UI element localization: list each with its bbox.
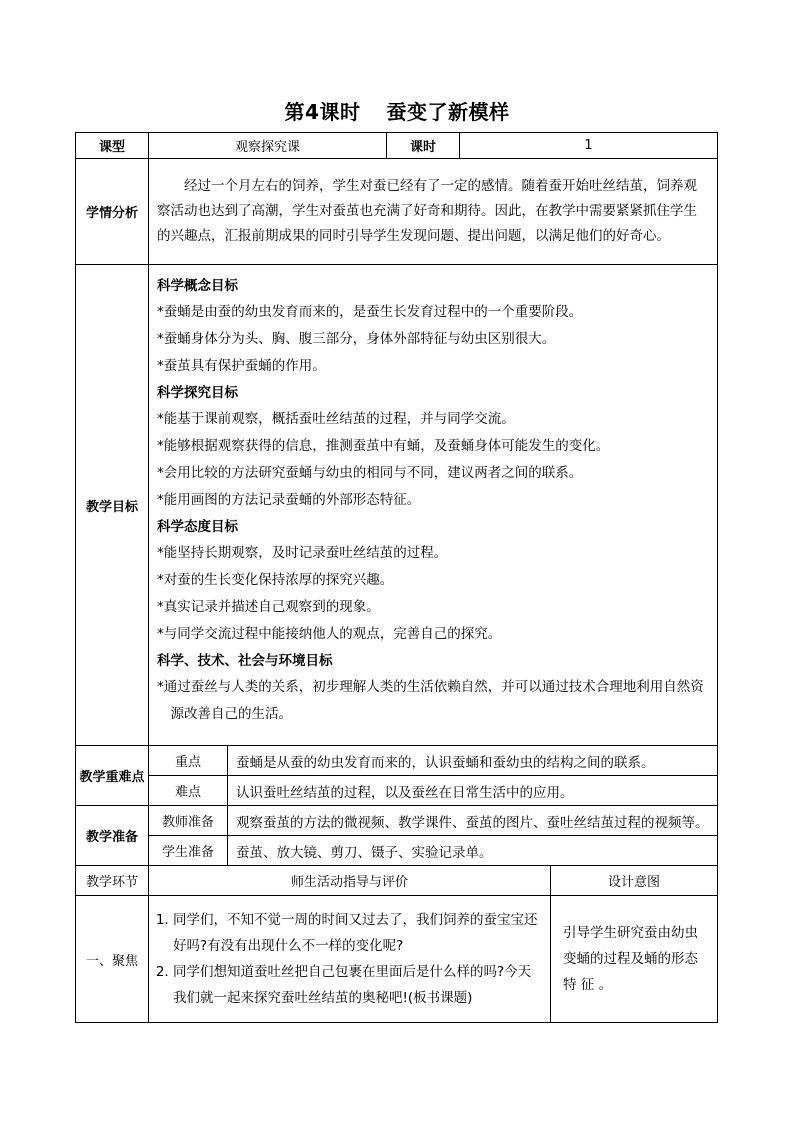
student-prep-label: 学生准备	[149, 836, 228, 866]
lesson-plan-table	[75, 132, 718, 1023]
teacher-prep-label: 教师准备	[149, 806, 228, 836]
key-point-label: 重点	[149, 746, 228, 776]
goal-item: *对蚕的生长变化保持浓厚的探究兴趣。	[157, 572, 394, 588]
row-process-header	[76, 866, 718, 896]
design-intent-text: 引导学生研究蚕由幼虫变蛹的过程及蛹的形态特 征 。	[563, 925, 699, 993]
row-student-prep	[76, 836, 718, 866]
activity-step: 2. 同学们想知道蚕吐丝把自己包裹在里面后是什么样的吗?今天我们就一起来探究蚕吐丝结茧的奥秘吧!(板书课题)	[173, 959, 542, 1011]
course-type-value: 观察探究课	[149, 133, 387, 159]
lesson-number: 第4课时	[284, 100, 361, 124]
course-type-label: 课型	[76, 133, 149, 159]
row-goals	[76, 265, 718, 746]
activity-step: 1. 同学们，不知不觉一周的时间又过去了，我们饲养的蚕宝宝还好吗?有没有出现什么不一样的变化呢?	[173, 907, 542, 959]
goal-item: *真实记录并描述自己观察到的现象。	[157, 599, 380, 615]
keypoints-label: 教学重难点	[76, 746, 149, 806]
lesson-name: 蚕变了新模样	[386, 100, 510, 124]
row-teacher-prep	[76, 806, 718, 836]
goal-item: *蚕茧具有保护蚕蛹的作用。	[157, 358, 326, 374]
student-prep-text: 蚕茧、放大镜、剪刀、镊子、实验记录单。	[236, 844, 493, 861]
goals-label: 教学目标	[76, 265, 149, 746]
class-hours-label: 课时	[387, 133, 460, 159]
process-col-intent: 设计意图	[551, 866, 718, 896]
goals-content	[149, 265, 717, 738]
row-analysis	[76, 159, 718, 265]
goal-item: *能够根据观察获得的信息，推测蚕茧中有蛹，及蚕蛹身体可能发生的变化。	[157, 438, 610, 454]
goal-item: *与同学交流过程中能接纳他人的观点，完善自己的探究。	[157, 626, 502, 642]
goal-item: *蚕蛹身体分为头、胸、腹三部分，身体外部特征与幼虫区别很大。	[157, 331, 556, 347]
stage-label: 一、聚焦	[76, 896, 149, 1023]
difficult-point-label: 难点	[149, 776, 228, 806]
row-key-point	[76, 746, 718, 776]
prep-label: 教学准备	[76, 806, 149, 866]
goal-item: *能用画图的方法记录蚕蛹的外部形态特征。	[157, 492, 421, 508]
goal-item: *通过蚕丝与人类的关系，初步理解人类的生活依赖自然，并可以通过技术合理地利用自然资源改善自己的生活。	[157, 679, 704, 722]
goal-heading: 科学概念目标	[157, 278, 238, 294]
goal-item: *能坚持长期观察，及时记录蚕吐丝结茧的过程。	[157, 545, 448, 561]
goal-heading: 科学、技术、社会与环境目标	[157, 653, 333, 669]
analysis-text: 经过一个月左右的饲养，学生对蚕已经有了一定的感情。随着蚕开始吐丝结茧，饲养观察活动也达到了高潮，学生对蚕茧也充满了好奇和期待。因此，在教学中需要紧紧抓住学生的兴趣点，汇报前期成果的同时引导学生发现问题、提出问题，以满足他们的好奇心。	[157, 178, 697, 244]
process-col-stage: 教学环节	[76, 866, 149, 896]
row-difficult-point	[76, 776, 718, 806]
goal-item: *蚕蛹是由蚕的幼虫发育而来的，是蚕生长发育过程中的一个重要阶段。	[157, 304, 583, 320]
analysis-label: 学情分析	[76, 159, 149, 265]
page-title	[0, 96, 794, 125]
class-hours-value: 1	[460, 133, 718, 159]
goal-item: *会用比较的方法研究蚕蛹与幼虫的相同与不同，建议两者之间的联系。	[157, 465, 583, 481]
process-col-activity: 师生活动指导与评价	[149, 866, 551, 896]
goal-heading: 科学态度目标	[157, 519, 238, 535]
key-point-text: 蚕蛹是从蚕的幼虫发育而来的，认识蚕蛹和蚕幼虫的结构之间的联系。	[236, 754, 655, 771]
teacher-prep-text: 观察蚕茧的方法的微视频、教学课件、蚕茧的图片、蚕吐丝结茧过程的视频等。	[236, 814, 709, 831]
difficult-point-text: 认识蚕吐丝结茧的过程，以及蚕丝在日常生活中的应用。	[236, 784, 574, 801]
row-stage-focus	[76, 896, 718, 1023]
activity-steps	[149, 901, 550, 1017]
row-course-type	[76, 133, 718, 159]
goal-heading: 科学探究目标	[157, 385, 238, 401]
goal-item: *能基于课前观察，概括蚕吐丝结茧的过程，并与同学交流。	[157, 411, 515, 427]
